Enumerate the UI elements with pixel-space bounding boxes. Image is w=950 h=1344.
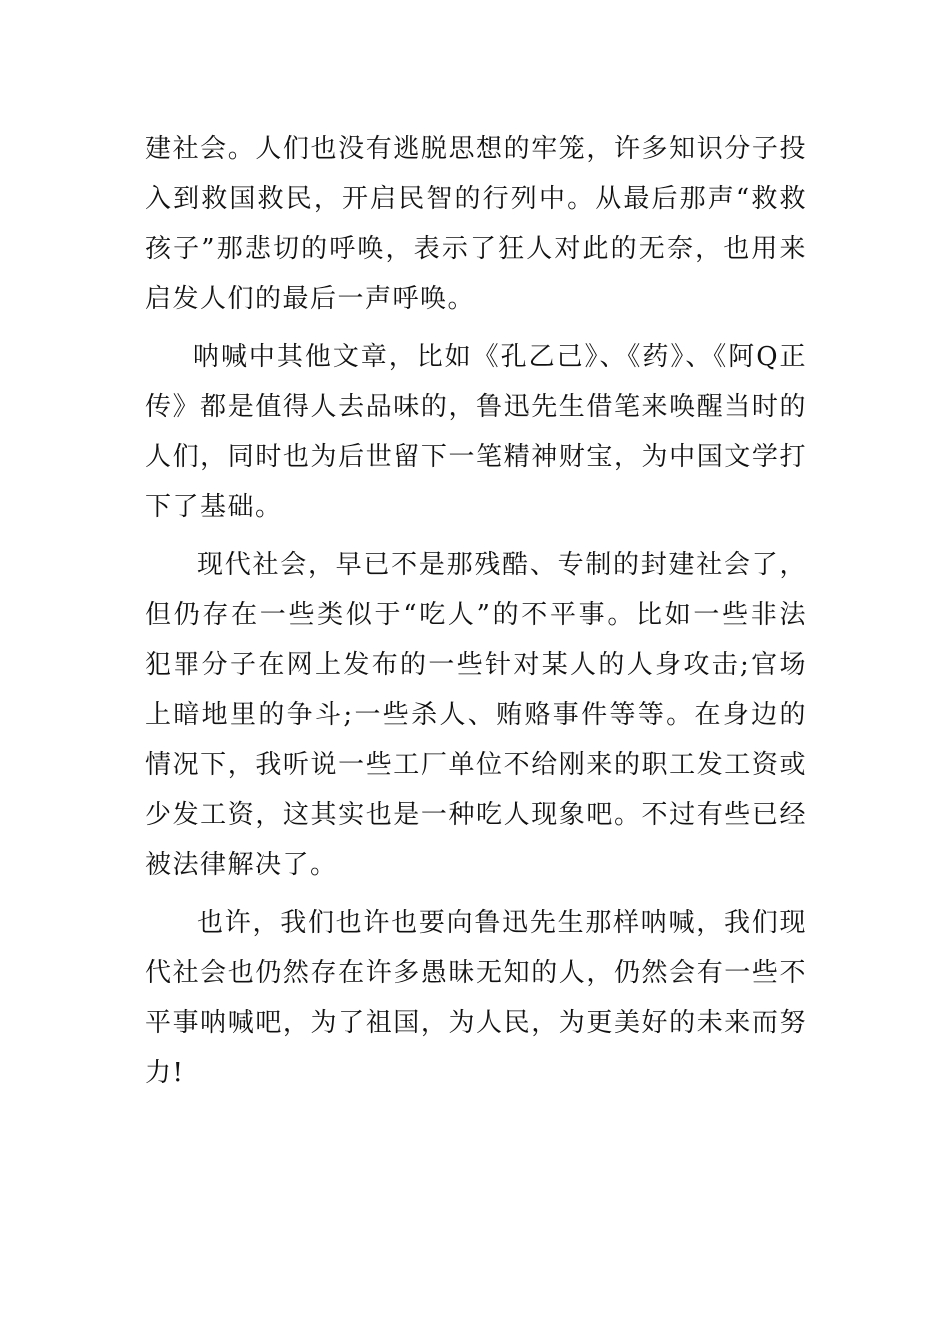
- document-body: [145, 124, 807, 1106]
- paragraph-modern-society: 现代社会，早已不是那残酷、专制的封建社会了，但仍存在一些类似于“吃人”的不平事。比如一些非法犯罪分子在网上发布的一些针对某人的人身攻击;官场上暗地里的争斗;一些杀人、贿赂事件等等。在身边的情况下，我听说一些工厂单位不给刚来的职工发工资或少发工资，这其实也是一种吃人现象吧。不过有些已经被法律解决了。: [145, 550, 807, 880]
- paragraph-other-works: 呐喊中其他文章，比如《孔乙己》、《药》、《阿Q正传》都是值得人去品味的，鲁迅先生借笔来唤醒当时的人们，同时也为后世留下一笔精神财宝，为中国文学打下了基础。: [145, 342, 807, 522]
- paragraph-conclusion: 也许，我们也许也要向鲁迅先生那样呐喊，我们现代社会也仍然存在许多愚昧无知的人，仍然会有一些不平事呐喊吧，为了祖国，为人民，为更美好的未来而努力!: [145, 908, 807, 1088]
- paragraph-continuation: 建社会。人们也没有逃脱思想的牢笼，许多知识分子投入到救国救民，开启民智的行列中。从最后那声“救救孩子”那悲切的呼唤，表示了狂人对此的无奈，也用来启发人们的最后一声呼唤。: [145, 134, 807, 314]
